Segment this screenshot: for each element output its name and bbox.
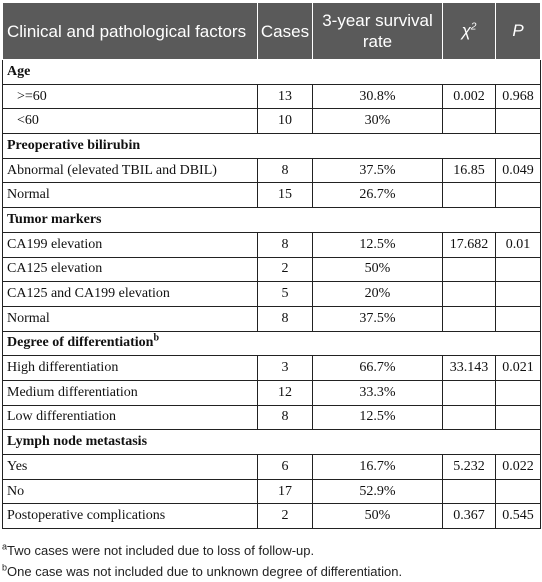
row-rate: 12.5% — [313, 232, 443, 257]
row-cases: 8 — [258, 158, 313, 183]
row-p — [496, 306, 541, 331]
row-cases: 8 — [258, 405, 313, 430]
row-rate: 30.8% — [313, 84, 443, 109]
chi-symbol: χ — [461, 21, 471, 40]
row-label: Medium differentiation — [3, 380, 258, 405]
header-p-value: P — [496, 3, 541, 60]
table-row — [3, 84, 541, 109]
footnote-mark-b: b — [153, 332, 160, 344]
row-p: 0.545 — [496, 504, 541, 529]
row-cases: 12 — [258, 380, 313, 405]
row-chi — [443, 306, 496, 331]
row-cases: 2 — [258, 257, 313, 282]
row-chi — [443, 183, 496, 208]
row-label: No — [3, 479, 258, 504]
table-row — [3, 455, 541, 480]
row-label: CA125 and CA199 elevation — [3, 282, 258, 307]
row-cases: 6 — [258, 455, 313, 480]
row-rate: 16.7% — [313, 455, 443, 480]
row-p — [496, 109, 541, 134]
row-p — [496, 257, 541, 282]
table-row — [3, 232, 541, 257]
table-row — [3, 257, 541, 282]
row-chi: 17.682 — [443, 232, 496, 257]
row-cases: 15 — [258, 183, 313, 208]
row-cases: 8 — [258, 306, 313, 331]
row-p: 0.021 — [496, 356, 541, 381]
row-rate: 37.5% — [313, 306, 443, 331]
row-cases: 10 — [258, 109, 313, 134]
footnote-text: Two cases were not included due to loss of follow-up. — [7, 543, 315, 558]
footnote-b — [2, 561, 402, 582]
row-cases: 13 — [258, 84, 313, 109]
section-title — [3, 331, 541, 356]
row-p: 0.022 — [496, 455, 541, 480]
row-label: High differentiation — [3, 356, 258, 381]
chi-superscript: 2 — [470, 21, 477, 33]
row-label: Postoperative complications — [3, 504, 258, 529]
footnotes — [2, 540, 402, 582]
footnote-a — [2, 540, 402, 561]
section-row-tumor-markers — [3, 208, 541, 233]
section-title: Preoperative bilirubin — [3, 134, 541, 159]
table-row — [3, 306, 541, 331]
table-row — [3, 356, 541, 381]
row-rate: 30% — [313, 109, 443, 134]
row-p: 0.968 — [496, 84, 541, 109]
row-chi: 5.232 — [443, 455, 496, 480]
row-chi — [443, 380, 496, 405]
header-row — [3, 3, 541, 60]
row-chi: 0.367 — [443, 504, 496, 529]
section-row-differentiation — [3, 331, 541, 356]
row-p — [496, 282, 541, 307]
table-row — [3, 479, 541, 504]
row-chi — [443, 479, 496, 504]
row-chi: 16.85 — [443, 158, 496, 183]
row-label: Normal — [3, 183, 258, 208]
row-chi — [443, 257, 496, 282]
footnote-mark: b — [2, 562, 8, 573]
section-title: Tumor markers — [3, 208, 541, 233]
survival-table-container — [2, 2, 540, 529]
row-label: CA199 elevation — [3, 232, 258, 257]
row-rate: 50% — [313, 504, 443, 529]
row-chi: 33.143 — [443, 356, 496, 381]
row-rate: 12.5% — [313, 405, 443, 430]
section-title-text: Degree of differentiation — [7, 335, 154, 351]
row-p — [496, 479, 541, 504]
row-cases: 8 — [258, 232, 313, 257]
row-p: 0.01 — [496, 232, 541, 257]
survival-table — [2, 2, 541, 529]
table-row — [3, 405, 541, 430]
row-rate: 33.3% — [313, 380, 443, 405]
row-chi — [443, 109, 496, 134]
section-title: Lymph node metastasis — [3, 430, 541, 455]
table-row — [3, 109, 541, 134]
row-label: Normal — [3, 306, 258, 331]
row-p: 0.049 — [496, 158, 541, 183]
row-chi — [443, 282, 496, 307]
row-cases: 5 — [258, 282, 313, 307]
row-p — [496, 380, 541, 405]
row-rate: 26.7% — [313, 183, 443, 208]
footnote-text: One case was not included due to unknown degree of differentiation. — [7, 564, 403, 579]
row-p — [496, 405, 541, 430]
row-rate: 20% — [313, 282, 443, 307]
row-cases: 17 — [258, 479, 313, 504]
row-rate: 37.5% — [313, 158, 443, 183]
header-chi-square — [443, 3, 496, 60]
row-label: Yes — [3, 455, 258, 480]
row-rate: 50% — [313, 257, 443, 282]
section-title: Age — [3, 60, 541, 85]
row-chi: 0.002 — [443, 84, 496, 109]
header-survival-rate: 3-year survival rate — [313, 3, 443, 60]
header-cases: Cases — [258, 3, 313, 60]
table-row — [3, 158, 541, 183]
row-chi — [443, 405, 496, 430]
row-rate: 52.9% — [313, 479, 443, 504]
header-factor: Clinical and pathological factors — [3, 3, 258, 60]
row-rate: 66.7% — [313, 356, 443, 381]
row-label: >=60 — [3, 84, 258, 109]
section-row-age — [3, 60, 541, 85]
row-cases: 3 — [258, 356, 313, 381]
row-p — [496, 183, 541, 208]
table-row — [3, 504, 541, 529]
row-label: <60 — [3, 109, 258, 134]
table-row — [3, 282, 541, 307]
footnote-mark: a — [2, 541, 8, 552]
row-label: Low differentiation — [3, 405, 258, 430]
section-row-bilirubin — [3, 134, 541, 159]
row-label: Abnormal (elevated TBIL and DBIL) — [3, 158, 258, 183]
table-row — [3, 183, 541, 208]
table-row — [3, 380, 541, 405]
section-row-lymph — [3, 430, 541, 455]
row-cases: 2 — [258, 504, 313, 529]
row-label: CA125 elevation — [3, 257, 258, 282]
